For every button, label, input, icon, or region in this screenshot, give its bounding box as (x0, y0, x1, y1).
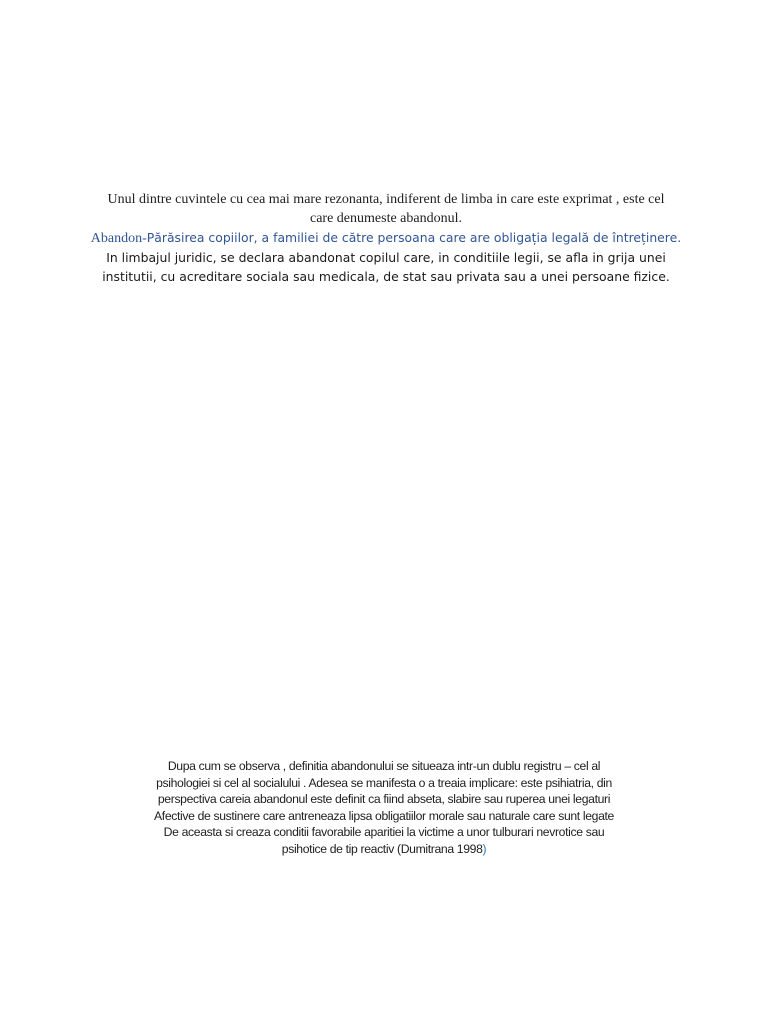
paragraph-line: perspectiva careia abandonul este definit ca fiind abseta, slabire sau ruperea unei legaturi (157, 792, 611, 806)
paragraph-line: De aceasta si creaza conditii favorabile aparitiei la victime a unor tulburari nevrotice sau (163, 825, 605, 839)
intro-section (60, 191, 712, 286)
body-paragraph (112, 758, 656, 857)
citation-text: psihotice de tip reactiv (Dumitrana 1998 (281, 841, 483, 856)
citation-closing-paren: ) (482, 841, 487, 856)
definition-text: Părăsirea copiilor, a familiei de către persoana care are obligația legală de întreținere. (146, 230, 682, 245)
paragraph-last-line (112, 841, 656, 858)
definition-line (60, 228, 712, 248)
intro-paragraph (60, 191, 712, 228)
legal-definition (60, 248, 712, 286)
intro-line-1: Unul dintre cuvintele cu cea mai mare rezonanta, indiferent de limba in care este exprimat , este cel (107, 192, 665, 207)
paragraph-line: Dupa cum se observa , definitia abandonului se situeaza intr-un dublu registru – cel al (167, 759, 601, 773)
legal-line-1: In limbajul juridic, se declara abandonat copilul care, in conditiile legii, se afla in grija unei (106, 250, 666, 265)
paragraph-line: Afective de sustinere care antreneaza lipsa obligatiilor morale sau naturale care sunt legate (154, 808, 614, 823)
legal-line-2: institutii, cu acreditare sociala sau medicala, de stat sau privata sau a unei persoane fizice. (102, 269, 670, 284)
intro-line-2: care denumeste abandonul. (310, 210, 462, 226)
paragraph-line: psihologiei si cel al socialului . Adesea se manifesta o a treaia implicare: este psihiatria, din (156, 775, 612, 790)
definition-term: Abandon- (90, 231, 147, 246)
